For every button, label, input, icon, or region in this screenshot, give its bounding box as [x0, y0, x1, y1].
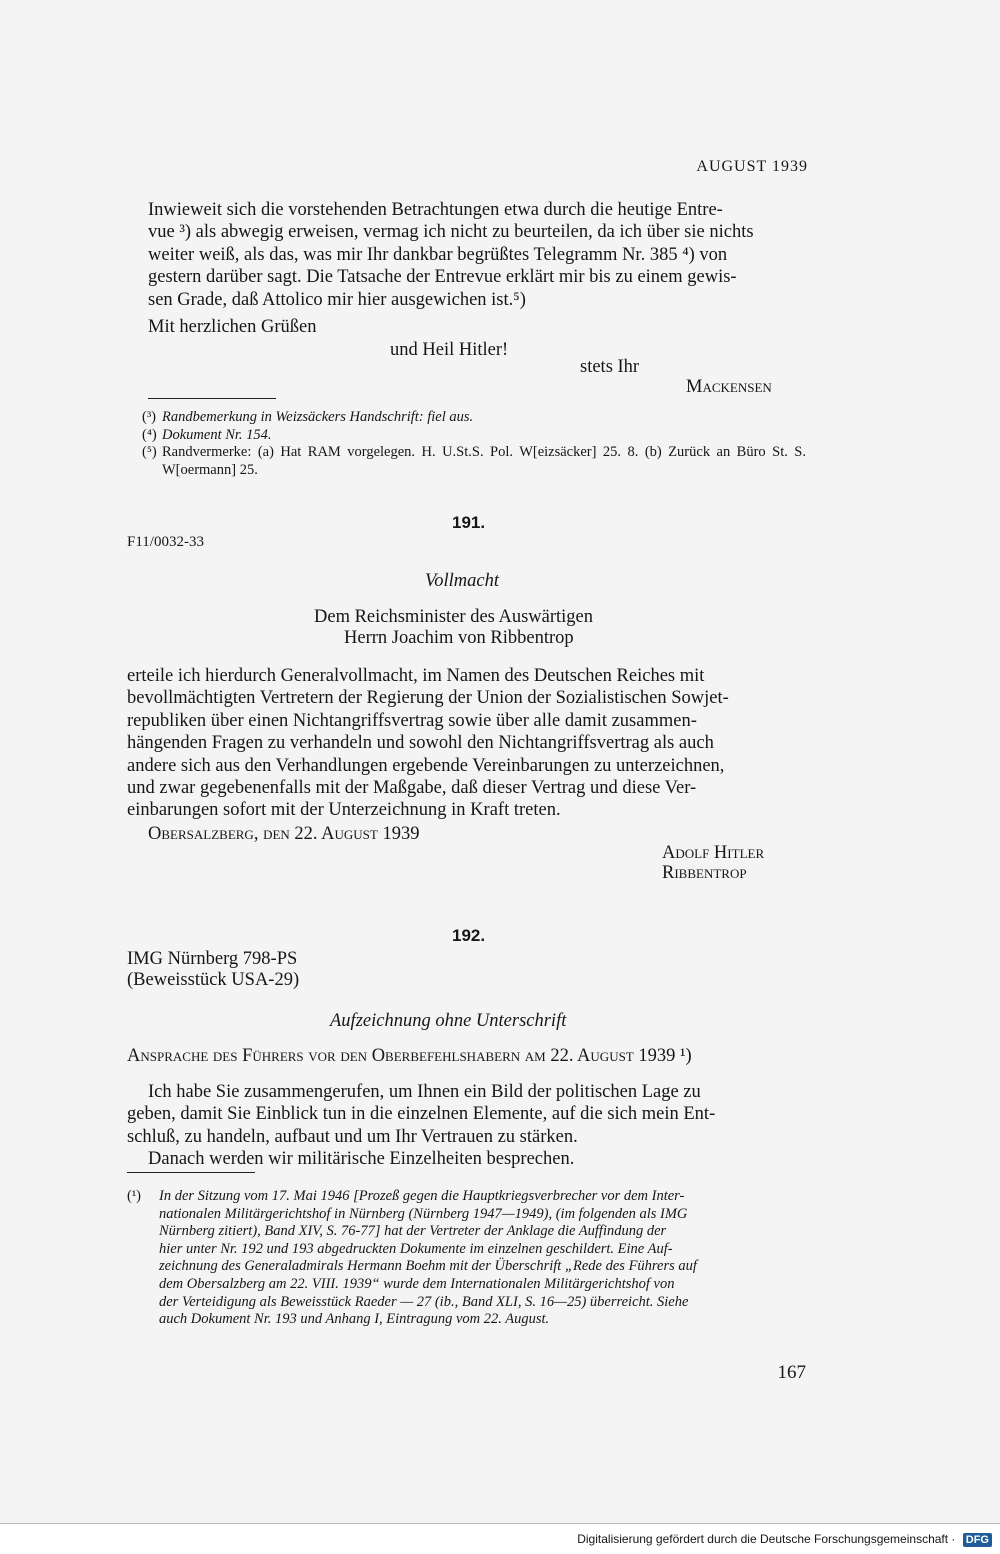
letter-salute: und Heil Hitler!: [390, 340, 509, 360]
footnote-text: Randbemerkung in Weizsäckers Handschrift: fiel aus.: [162, 409, 474, 425]
text-line: nationalen Militärgerichtshof in Nürnberg (Nürnberg 1947—1949), (im folgenden als IMG: [159, 1205, 688, 1222]
footnote-number: (⁵): [142, 444, 157, 461]
letter-closing: stets Ihr: [580, 357, 640, 377]
signer: Ribbentrop: [662, 863, 747, 883]
text-line: geben, damit Sie Einblick tun in die einzelnen Elemente, auf die sich mein Ent-: [127, 1104, 716, 1125]
dfg-logo: DFG: [963, 1533, 992, 1547]
text-line: erteile ich hierdurch Generalvollmacht, im Namen des Deutschen Reiches mit: [127, 666, 705, 686]
place-date: Obersalzberg, den 22. August 1939: [148, 824, 420, 844]
footnote: [127, 1188, 807, 1329]
footnote-number: (¹): [127, 1188, 142, 1204]
text-line: der Verteidigung als Beweisstück Raeder — 27 (ib., Band XLI, S. 16—25) überreicht. Siehe: [159, 1293, 689, 1310]
text-line: schluß, zu handeln, aufbaut und um Ihr Vertrauen zu stärken.: [127, 1126, 578, 1147]
text-line: In der Sitzung vom 17. Mai 1946 [Prozeß gegen die Hauptkriegsverbrecher vor dem Inter-: [159, 1188, 685, 1204]
letter-signature: Mackensen: [686, 377, 772, 397]
footnote-text: Randvermerke: (a) Hat RAM vorgelegen. H. U.St.S. Pol. W[eizsäcker] 25. 8. (b) Zurück an Büro St. S. W[oermann] 25.: [162, 444, 806, 478]
text-line: weiter weiß, als das, was mir Ihr dankbar begrüßtes Telegramm Nr. 385 ⁴) von: [148, 244, 728, 265]
digitization-footer: [0, 1523, 1000, 1554]
footnote: [142, 409, 806, 427]
text-line: hier unter Nr. 192 und 193 abgedruckten Dokumente im einzelnen geschildert. Eine Auf-: [159, 1240, 673, 1257]
text-line: gestern darüber sagt. Die Tatsache der Entrevue erklärt mir bis zu einem gewis-: [148, 267, 737, 288]
text-line: hängenden Fragen zu verhandeln und sowohl den Nichtangriffsvertrag als auch: [127, 733, 714, 754]
text-line: Nürnberg zitiert), Band XIV, S. 76-77] hat der Vertreter der Anklage die Auffindung der: [159, 1223, 667, 1240]
footnotes-top: [142, 409, 806, 479]
speech-heading: Ansprache des Führers vor den Oberbefehlshabern am 22. August 1939 ¹): [127, 1046, 692, 1066]
document-reference: (Beweisstück USA-29): [127, 970, 300, 990]
document-reference: IMG Nürnberg 798-PS: [127, 949, 298, 969]
footer-credit-wrap: [577, 1532, 992, 1547]
text-line: zeichnung des Generaladmirals Hermann Boehm mit der Überschrift „Rede des Führers auf: [159, 1258, 697, 1275]
document-title: Vollmacht: [425, 571, 499, 591]
text-line: und zwar gegebenenfalls mit der Maßgabe, daß dieser Vertrag und diese Ver-: [127, 778, 697, 799]
page-number: 167: [777, 1362, 806, 1383]
document-body: [127, 665, 807, 822]
footnote-text: [159, 1188, 807, 1329]
signer: Adolf Hitler: [662, 843, 765, 863]
text-line: vue ³) als abwegig erweisen, vermag ich nicht zu beurteilen, da ich über sie nichts: [148, 222, 754, 243]
text-line: Ich habe Sie zusammengerufen, um Ihnen ein Bild der politischen Lage zu: [148, 1082, 701, 1102]
footnotes-bottom: [127, 1188, 807, 1329]
text-line: einbarungen sofort mit der Unterzeichnung in Kraft treten.: [127, 800, 561, 821]
text-line: andere sich aus den Verhandlungen ergebende Vereinbarungen zu unterzeichnen,: [127, 755, 725, 776]
letter-greeting: Mit herzlichen Grüßen: [148, 317, 317, 337]
footnote-rule: [127, 1172, 255, 1173]
footer-credit: Digitalisierung gefördert durch die Deutsche Forschungsgemeinschaft ·: [577, 1532, 956, 1546]
text-line: dem Obersalzberg am 22. VIII. 1939“ wurde dem Internationalen Militärgerichtshof von: [159, 1275, 675, 1292]
document-body: [127, 1081, 807, 1171]
text-line: bevollmächtigten Vertretern der Regierung der Union der Sozialistischen Sowjet-: [127, 688, 729, 709]
document-title: Aufzeichnung ohne Unterschrift: [330, 1011, 567, 1031]
running-header: AUGUST 1939: [696, 158, 808, 175]
footnote-rule: [148, 398, 276, 399]
footnote-text: Dokument Nr. 154.: [162, 426, 272, 443]
text-line: Danach werden wir militärische Einzelheiten besprechen.: [148, 1149, 575, 1170]
addressee-line: Dem Reichsminister des Auswärtigen: [314, 607, 593, 627]
document-number: 192.: [452, 926, 486, 945]
footnote: [142, 444, 806, 479]
text-line: sen Grade, daß Attolico mir hier ausgewichen ist.⁵): [148, 289, 526, 310]
footnote-number: (⁴): [142, 426, 157, 443]
footnote-number: (³): [142, 409, 157, 425]
text-line: auch Dokument Nr. 193 und Anhang I, Eintragung vom 22. August.: [159, 1311, 550, 1328]
letter-paragraph: [148, 199, 804, 311]
text-line: republiken über einen Nichtangriffsvertrag sowie über alle damit zusammen-: [127, 710, 697, 731]
addressee-line: Herrn Joachim von Ribbentrop: [344, 628, 574, 648]
document-number: 191.: [452, 513, 486, 532]
text-line: Inwieweit sich die vorstehenden Betrachtungen etwa durch die heutige Entre-: [148, 200, 723, 220]
footnote: [142, 427, 806, 445]
document-reference: F11/0032-33: [127, 534, 204, 550]
